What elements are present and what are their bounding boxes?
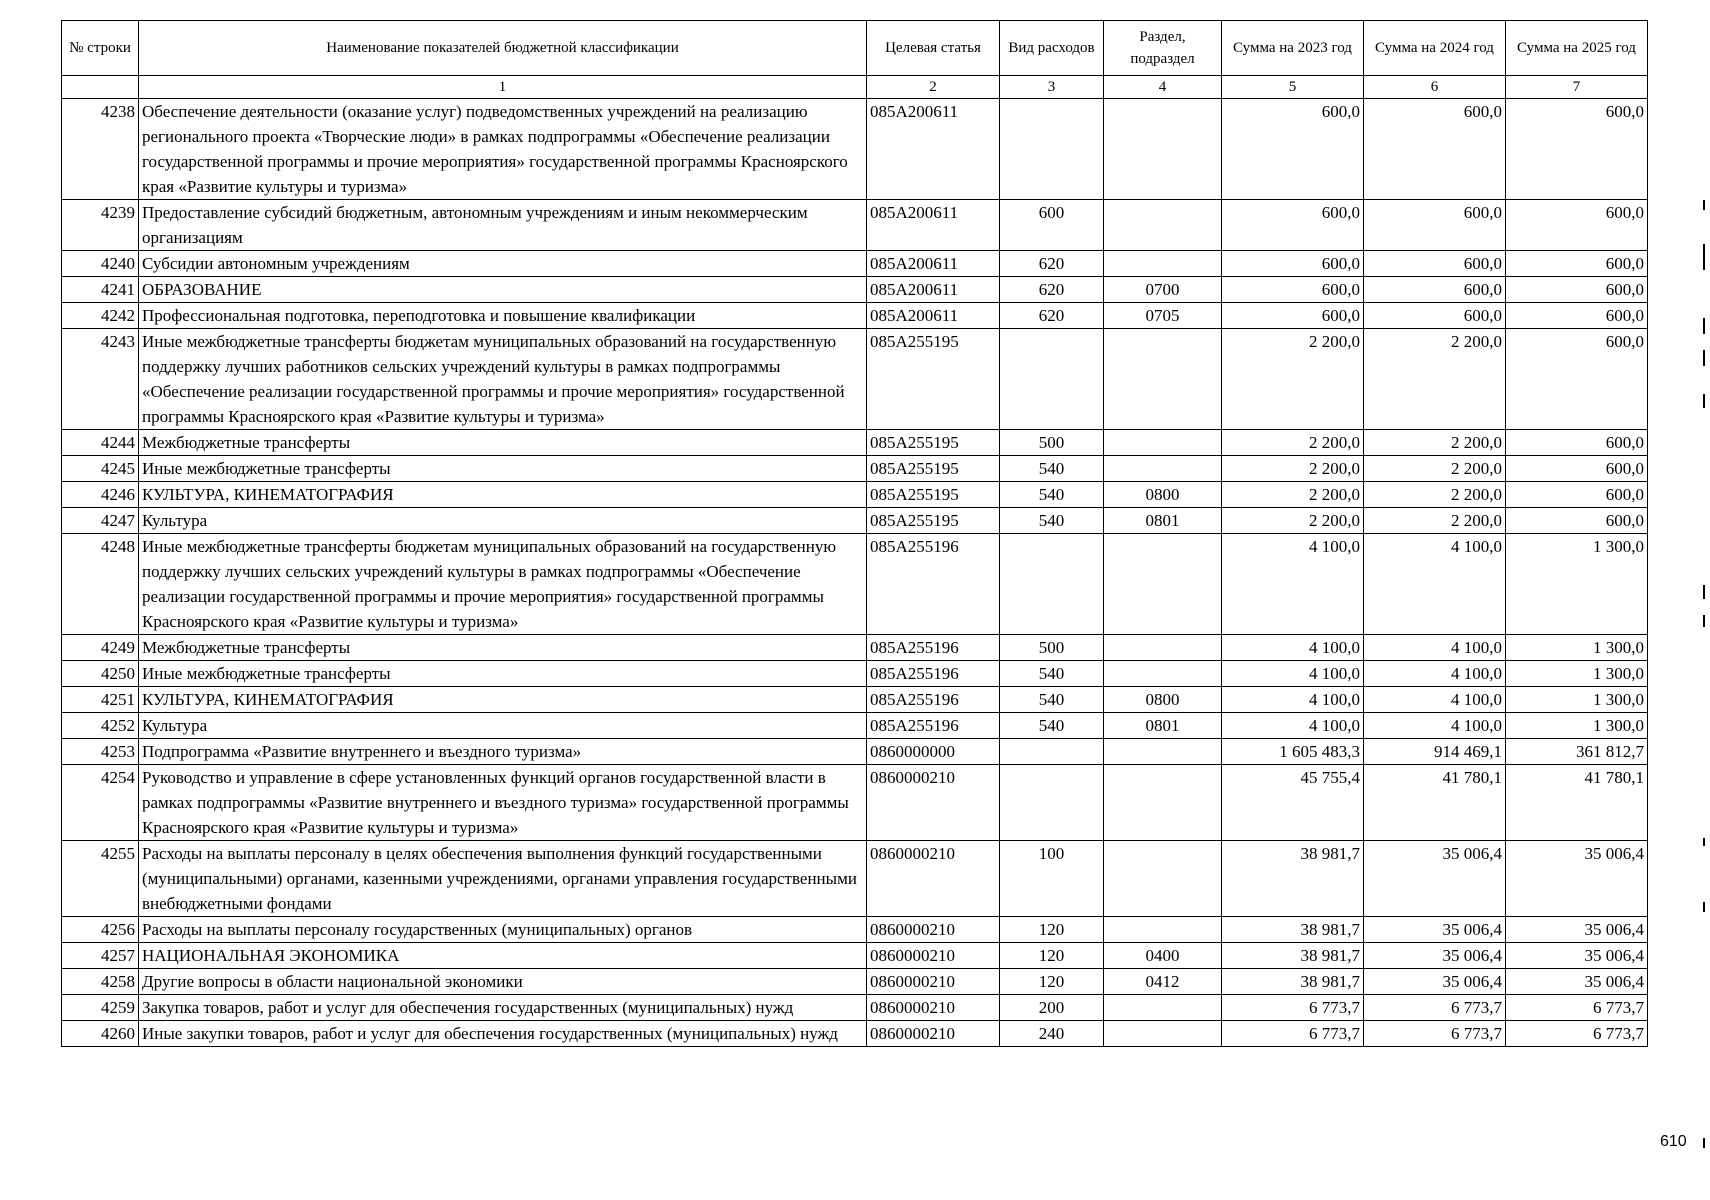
scan-edge-mark xyxy=(1703,200,1705,210)
row-target-code: 085A255196 xyxy=(867,687,1000,713)
header-name: Наименование показателей бюджетной классификации xyxy=(139,21,867,76)
row-section: 0801 xyxy=(1104,508,1222,534)
row-section: 0700 xyxy=(1104,277,1222,303)
row-section xyxy=(1104,635,1222,661)
scan-edge-mark xyxy=(1703,394,1705,408)
row-number: 4260 xyxy=(62,1021,139,1047)
row-sum-2025: 6 773,7 xyxy=(1506,995,1648,1021)
row-name: Расходы на выплаты персоналу в целях обеспечения выполнения функций государственными (муниципальными) органами, казенными учреждениями, органами управления государственными внебюджетными фондами xyxy=(139,841,867,917)
table-row xyxy=(62,943,1648,969)
row-target-code: 085A255195 xyxy=(867,508,1000,534)
row-sum-2024: 35 006,4 xyxy=(1364,943,1506,969)
row-target-code: 0860000210 xyxy=(867,943,1000,969)
row-sum-2025: 600,0 xyxy=(1506,329,1648,430)
row-sum-2023: 2 200,0 xyxy=(1222,430,1364,456)
row-name: Иные межбюджетные трансферты бюджетам муниципальных образований на государственную поддержку лучших работников сельских учреждений культуры в рамках подпрограммы «Обеспечение реализации государственной программы и прочие мероприятия» государственной программы Красноярского края «Развитие культуры и туризма» xyxy=(139,329,867,430)
row-sum-2023: 6 773,7 xyxy=(1222,1021,1364,1047)
row-exp-type: 540 xyxy=(1000,687,1104,713)
row-target-code: 0860000210 xyxy=(867,1021,1000,1047)
row-number: 4246 xyxy=(62,482,139,508)
row-sum-2024: 6 773,7 xyxy=(1364,1021,1506,1047)
row-name: Профессиональная подготовка, переподготовка и повышение квалификации xyxy=(139,303,867,329)
row-number: 4255 xyxy=(62,841,139,917)
row-name: КУЛЬТУРА, КИНЕМАТОГРАФИЯ xyxy=(139,482,867,508)
row-target-code: 0860000210 xyxy=(867,969,1000,995)
row-sum-2024: 4 100,0 xyxy=(1364,713,1506,739)
row-exp-type xyxy=(1000,739,1104,765)
row-sum-2025: 41 780,1 xyxy=(1506,765,1648,841)
row-sum-2025: 600,0 xyxy=(1506,303,1648,329)
row-target-code: 085A255195 xyxy=(867,456,1000,482)
row-sum-2025: 600,0 xyxy=(1506,251,1648,277)
row-number: 4256 xyxy=(62,917,139,943)
row-name: Руководство и управление в сфере установленных функций органов государственной власти в рамках подпрограммы «Развитие внутреннего и въездного туризма» государственной программы Красноярского края «Развитие культуры и туризма» xyxy=(139,765,867,841)
row-sum-2025: 600,0 xyxy=(1506,456,1648,482)
row-section xyxy=(1104,251,1222,277)
row-number: 4238 xyxy=(62,99,139,200)
table-row xyxy=(62,917,1648,943)
row-name: Закупка товаров, работ и услуг для обеспечения государственных (муниципальных) нужд xyxy=(139,995,867,1021)
row-exp-type: 120 xyxy=(1000,917,1104,943)
row-section: 0800 xyxy=(1104,687,1222,713)
row-target-code: 085A255196 xyxy=(867,635,1000,661)
row-section xyxy=(1104,456,1222,482)
row-target-code: 0860000210 xyxy=(867,995,1000,1021)
row-name: Субсидии автономным учреждениям xyxy=(139,251,867,277)
row-sum-2024: 4 100,0 xyxy=(1364,534,1506,635)
row-sum-2024: 600,0 xyxy=(1364,303,1506,329)
row-sum-2023: 2 200,0 xyxy=(1222,482,1364,508)
row-number: 4249 xyxy=(62,635,139,661)
row-exp-type: 240 xyxy=(1000,1021,1104,1047)
row-section xyxy=(1104,765,1222,841)
row-sum-2023: 600,0 xyxy=(1222,200,1364,251)
row-sum-2023: 2 200,0 xyxy=(1222,508,1364,534)
row-target-code: 085A255195 xyxy=(867,482,1000,508)
row-sum-2024: 35 006,4 xyxy=(1364,917,1506,943)
row-section xyxy=(1104,739,1222,765)
row-section: 0800 xyxy=(1104,482,1222,508)
table-row xyxy=(62,430,1648,456)
table-row xyxy=(62,303,1648,329)
row-sum-2023: 38 981,7 xyxy=(1222,841,1364,917)
row-sum-2024: 4 100,0 xyxy=(1364,635,1506,661)
row-sum-2024: 2 200,0 xyxy=(1364,482,1506,508)
budget-page xyxy=(61,20,1647,1047)
row-sum-2024: 35 006,4 xyxy=(1364,969,1506,995)
row-sum-2024: 914 469,1 xyxy=(1364,739,1506,765)
row-sum-2024: 4 100,0 xyxy=(1364,661,1506,687)
scan-edge-mark xyxy=(1703,585,1705,599)
row-target-code: 085A255196 xyxy=(867,713,1000,739)
row-number: 4259 xyxy=(62,995,139,1021)
row-sum-2024: 600,0 xyxy=(1364,200,1506,251)
row-sum-2023: 4 100,0 xyxy=(1222,713,1364,739)
row-sum-2024: 2 200,0 xyxy=(1364,508,1506,534)
row-section xyxy=(1104,661,1222,687)
row-section xyxy=(1104,841,1222,917)
row-name: Обеспечение деятельности (оказание услуг) подведомственных учреждений на реализацию регионального проекта «Творческие люди» в рамках подпрограммы «Обеспечение реализации государственной программы и прочие мероприятия» государственной программы Красноярского края «Развитие культуры и туризма» xyxy=(139,99,867,200)
row-sum-2025: 1 300,0 xyxy=(1506,661,1648,687)
row-section xyxy=(1104,430,1222,456)
table-row xyxy=(62,661,1648,687)
table-row xyxy=(62,251,1648,277)
row-number: 4257 xyxy=(62,943,139,969)
row-sum-2024: 600,0 xyxy=(1364,99,1506,200)
table-row xyxy=(62,508,1648,534)
row-sum-2023: 600,0 xyxy=(1222,303,1364,329)
row-target-code: 085A200611 xyxy=(867,200,1000,251)
row-target-code: 0860000210 xyxy=(867,765,1000,841)
row-target-code: 085A255195 xyxy=(867,329,1000,430)
row-exp-type: 620 xyxy=(1000,251,1104,277)
row-number: 4247 xyxy=(62,508,139,534)
row-sum-2024: 4 100,0 xyxy=(1364,687,1506,713)
row-name: Иные межбюджетные трансферты xyxy=(139,661,867,687)
table-row xyxy=(62,200,1648,251)
row-sum-2025: 35 006,4 xyxy=(1506,943,1648,969)
row-exp-type xyxy=(1000,99,1104,200)
scan-edge-mark xyxy=(1703,838,1705,846)
header-section: Раздел, подраздел xyxy=(1104,21,1222,76)
row-sum-2025: 600,0 xyxy=(1506,200,1648,251)
row-sum-2024: 2 200,0 xyxy=(1364,430,1506,456)
row-exp-type: 120 xyxy=(1000,969,1104,995)
table-row xyxy=(62,456,1648,482)
row-exp-type: 500 xyxy=(1000,430,1104,456)
column-number: 1 xyxy=(139,76,867,99)
row-sum-2023: 2 200,0 xyxy=(1222,456,1364,482)
table-row xyxy=(62,482,1648,508)
row-sum-2025: 600,0 xyxy=(1506,430,1648,456)
table-row xyxy=(62,739,1648,765)
row-exp-type: 620 xyxy=(1000,277,1104,303)
row-sum-2023: 1 605 483,3 xyxy=(1222,739,1364,765)
scan-edge-mark xyxy=(1703,350,1705,366)
row-sum-2025: 361 812,7 xyxy=(1506,739,1648,765)
table-row xyxy=(62,329,1648,430)
row-sum-2025: 1 300,0 xyxy=(1506,713,1648,739)
row-sum-2025: 600,0 xyxy=(1506,277,1648,303)
row-sum-2024: 600,0 xyxy=(1364,251,1506,277)
row-name: Культура xyxy=(139,713,867,739)
row-exp-type: 540 xyxy=(1000,508,1104,534)
row-sum-2025: 35 006,4 xyxy=(1506,917,1648,943)
row-section: 0400 xyxy=(1104,943,1222,969)
row-name: НАЦИОНАЛЬНАЯ ЭКОНОМИКА xyxy=(139,943,867,969)
table-row xyxy=(62,1021,1648,1047)
column-number: 7 xyxy=(1506,76,1648,99)
row-sum-2024: 41 780,1 xyxy=(1364,765,1506,841)
row-sum-2023: 4 100,0 xyxy=(1222,534,1364,635)
header-row xyxy=(62,21,1648,76)
header-sum-2023: Сумма на 2023 год xyxy=(1222,21,1364,76)
scan-edge-mark xyxy=(1703,244,1705,270)
page-number: 610 xyxy=(1660,1133,1687,1150)
header-row-no: № строки xyxy=(62,21,139,76)
row-target-code: 0860000000 xyxy=(867,739,1000,765)
row-sum-2024: 2 200,0 xyxy=(1364,456,1506,482)
row-sum-2023: 45 755,4 xyxy=(1222,765,1364,841)
row-sum-2023: 4 100,0 xyxy=(1222,661,1364,687)
table-row xyxy=(62,687,1648,713)
row-sum-2025: 600,0 xyxy=(1506,99,1648,200)
row-target-code: 085A255195 xyxy=(867,430,1000,456)
row-sum-2023: 2 200,0 xyxy=(1222,329,1364,430)
row-number: 4253 xyxy=(62,739,139,765)
row-exp-type: 100 xyxy=(1000,841,1104,917)
table-row xyxy=(62,713,1648,739)
row-section: 0801 xyxy=(1104,713,1222,739)
row-sum-2025: 600,0 xyxy=(1506,482,1648,508)
row-section: 0412 xyxy=(1104,969,1222,995)
table-row xyxy=(62,635,1648,661)
row-exp-type: 540 xyxy=(1000,661,1104,687)
row-sum-2025: 1 300,0 xyxy=(1506,534,1648,635)
row-exp-type: 540 xyxy=(1000,456,1104,482)
row-name: Расходы на выплаты персоналу государственных (муниципальных) органов xyxy=(139,917,867,943)
header-exp-type: Вид расходов xyxy=(1000,21,1104,76)
row-section: 0705 xyxy=(1104,303,1222,329)
row-exp-type xyxy=(1000,765,1104,841)
row-sum-2024: 35 006,4 xyxy=(1364,841,1506,917)
scan-edge-mark xyxy=(1703,615,1705,627)
scan-edge-mark xyxy=(1703,1138,1705,1148)
table-row xyxy=(62,534,1648,635)
column-number: 5 xyxy=(1222,76,1364,99)
header-target: Целевая статья xyxy=(867,21,1000,76)
row-section xyxy=(1104,995,1222,1021)
row-sum-2023: 4 100,0 xyxy=(1222,635,1364,661)
row-sum-2025: 1 300,0 xyxy=(1506,635,1648,661)
row-number: 4251 xyxy=(62,687,139,713)
row-name: Культура xyxy=(139,508,867,534)
row-sum-2024: 6 773,7 xyxy=(1364,995,1506,1021)
row-sum-2025: 6 773,7 xyxy=(1506,1021,1648,1047)
row-sum-2023: 600,0 xyxy=(1222,251,1364,277)
row-sum-2024: 600,0 xyxy=(1364,277,1506,303)
row-sum-2023: 600,0 xyxy=(1222,99,1364,200)
header-sum-2025: Сумма на 2025 год xyxy=(1506,21,1648,76)
row-sum-2025: 600,0 xyxy=(1506,508,1648,534)
scan-edge-mark xyxy=(1703,902,1705,912)
table-row xyxy=(62,995,1648,1021)
row-target-code: 085A200611 xyxy=(867,99,1000,200)
row-target-code: 085A200611 xyxy=(867,251,1000,277)
table-row xyxy=(62,277,1648,303)
row-section xyxy=(1104,917,1222,943)
row-number: 4248 xyxy=(62,534,139,635)
row-sum-2023: 38 981,7 xyxy=(1222,969,1364,995)
header-sum-2024: Сумма на 2024 год xyxy=(1364,21,1506,76)
column-number: 2 xyxy=(867,76,1000,99)
row-number: 4242 xyxy=(62,303,139,329)
row-name: Другие вопросы в области национальной экономики xyxy=(139,969,867,995)
column-number: 3 xyxy=(1000,76,1104,99)
row-number: 4252 xyxy=(62,713,139,739)
row-sum-2025: 35 006,4 xyxy=(1506,841,1648,917)
budget-table-body xyxy=(62,99,1648,1047)
row-sum-2023: 6 773,7 xyxy=(1222,995,1364,1021)
row-number: 4258 xyxy=(62,969,139,995)
row-section xyxy=(1104,534,1222,635)
row-number: 4243 xyxy=(62,329,139,430)
row-sum-2023: 38 981,7 xyxy=(1222,943,1364,969)
row-sum-2024: 2 200,0 xyxy=(1364,329,1506,430)
row-name: Иные закупки товаров, работ и услуг для обеспечения государственных (муниципальных) нужд xyxy=(139,1021,867,1047)
column-number: 4 xyxy=(1104,76,1222,99)
row-name: Иные межбюджетные трансферты бюджетам муниципальных образований на государственную поддержку лучших сельских учреждений культуры в рамках подпрограммы «Обеспечение реализации государственной программы и прочие мероприятия» государственной программы Красноярского края «Развитие культуры и туризма» xyxy=(139,534,867,635)
row-number: 4244 xyxy=(62,430,139,456)
row-sum-2023: 4 100,0 xyxy=(1222,687,1364,713)
row-exp-type xyxy=(1000,534,1104,635)
row-exp-type: 600 xyxy=(1000,200,1104,251)
row-sum-2023: 38 981,7 xyxy=(1222,917,1364,943)
table-row xyxy=(62,765,1648,841)
row-target-code: 085A255196 xyxy=(867,534,1000,635)
row-section xyxy=(1104,200,1222,251)
row-exp-type: 120 xyxy=(1000,943,1104,969)
row-target-code: 085A200611 xyxy=(867,277,1000,303)
row-sum-2025: 35 006,4 xyxy=(1506,969,1648,995)
column-number-row xyxy=(62,76,1648,99)
row-number: 4241 xyxy=(62,277,139,303)
row-number: 4250 xyxy=(62,661,139,687)
row-target-code: 085A255196 xyxy=(867,661,1000,687)
table-row xyxy=(62,841,1648,917)
row-target-code: 085A200611 xyxy=(867,303,1000,329)
column-number xyxy=(62,76,139,99)
column-number: 6 xyxy=(1364,76,1506,99)
row-exp-type: 540 xyxy=(1000,713,1104,739)
row-target-code: 0860000210 xyxy=(867,841,1000,917)
row-number: 4254 xyxy=(62,765,139,841)
row-number: 4239 xyxy=(62,200,139,251)
row-name: КУЛЬТУРА, КИНЕМАТОГРАФИЯ xyxy=(139,687,867,713)
scan-edge-mark xyxy=(1703,318,1705,334)
row-name: ОБРАЗОВАНИЕ xyxy=(139,277,867,303)
row-sum-2025: 1 300,0 xyxy=(1506,687,1648,713)
row-number: 4240 xyxy=(62,251,139,277)
row-exp-type: 540 xyxy=(1000,482,1104,508)
row-name: Иные межбюджетные трансферты xyxy=(139,456,867,482)
row-exp-type: 620 xyxy=(1000,303,1104,329)
row-section xyxy=(1104,329,1222,430)
row-section xyxy=(1104,1021,1222,1047)
table-row xyxy=(62,969,1648,995)
row-target-code: 0860000210 xyxy=(867,917,1000,943)
row-name: Предоставление субсидий бюджетным, автономным учреждениям и иным некоммерческим организациям xyxy=(139,200,867,251)
row-exp-type: 500 xyxy=(1000,635,1104,661)
row-sum-2023: 600,0 xyxy=(1222,277,1364,303)
budget-table xyxy=(61,20,1648,1047)
row-section xyxy=(1104,99,1222,200)
row-name: Межбюджетные трансферты xyxy=(139,430,867,456)
row-exp-type xyxy=(1000,329,1104,430)
row-exp-type: 200 xyxy=(1000,995,1104,1021)
row-name: Межбюджетные трансферты xyxy=(139,635,867,661)
table-row xyxy=(62,99,1648,200)
row-name: Подпрограмма «Развитие внутреннего и въездного туризма» xyxy=(139,739,867,765)
row-number: 4245 xyxy=(62,456,139,482)
